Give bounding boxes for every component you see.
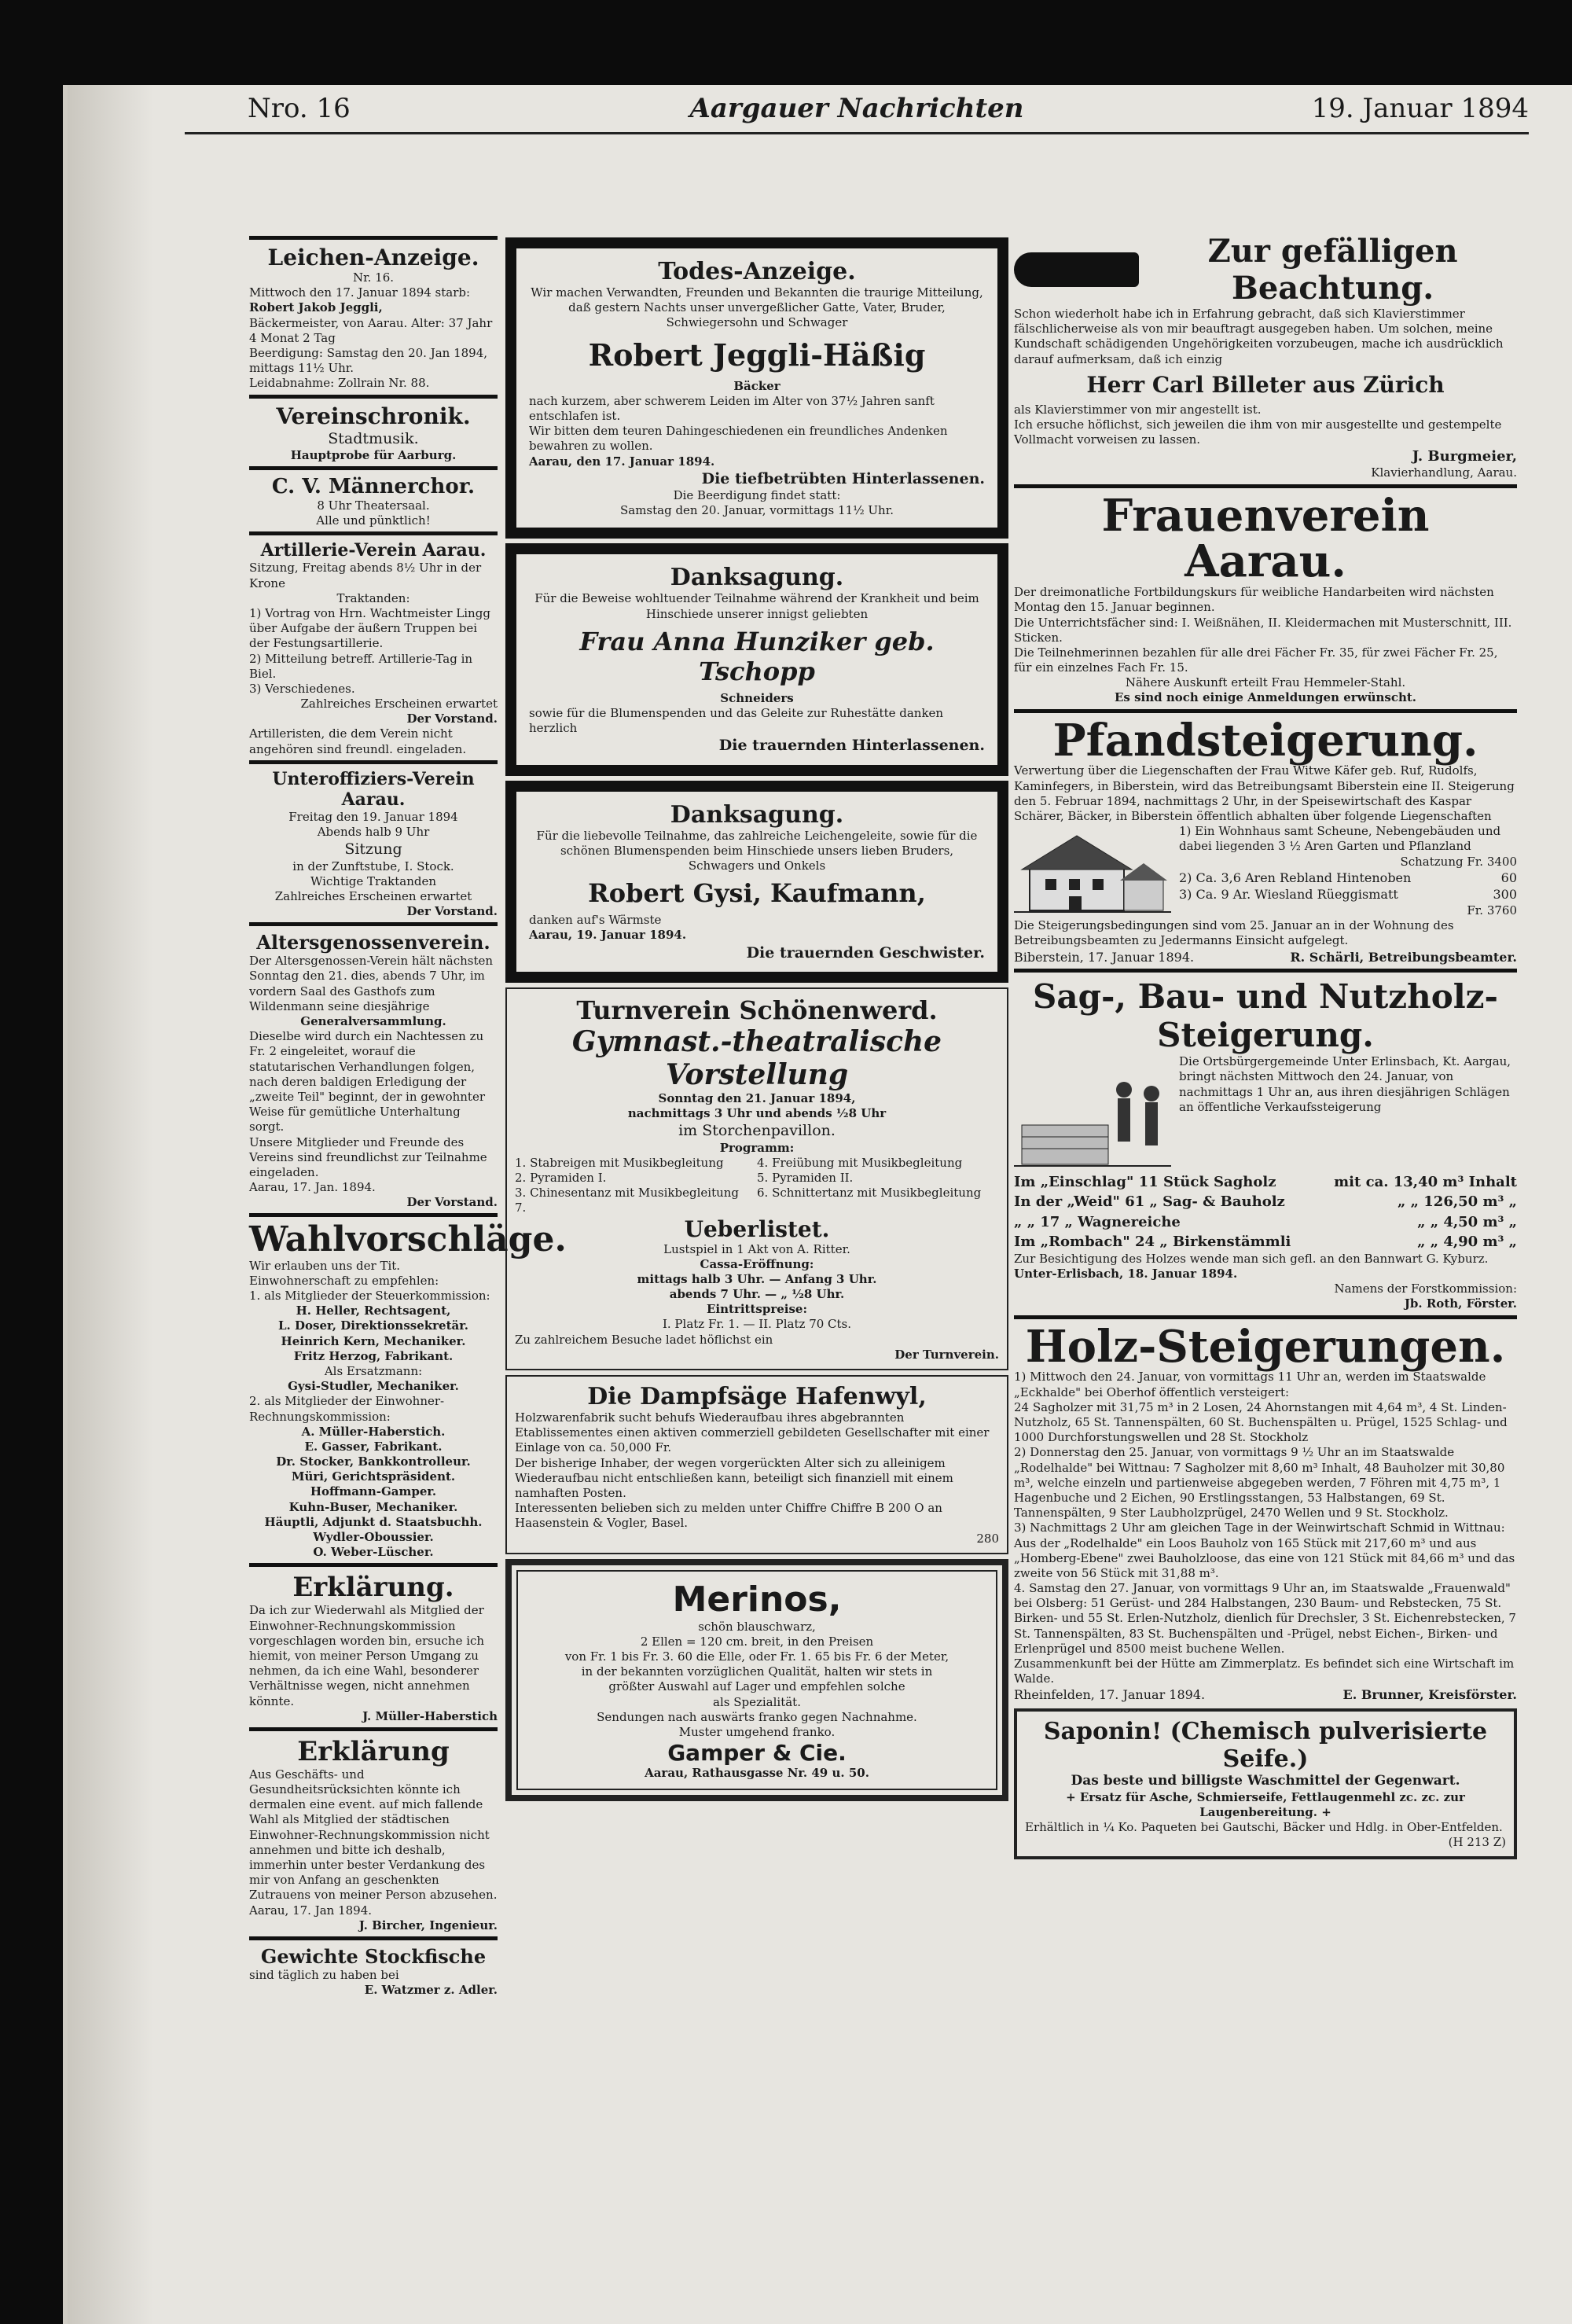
vereinschronik xyxy=(249,403,498,464)
frauen-text: Der dreimonatliche Fortbildungskurs für weibliche Handarbeiten wird nächsten Montag den 15. Januar beginnen. xyxy=(1014,585,1494,615)
holz-place: Rheinfelden, 17. Januar 1894. xyxy=(1014,1687,1206,1703)
wahl-n14: O. Weber-Lüscher. xyxy=(313,1545,434,1560)
wahl-n9: Müri, Gerichtspräsident. xyxy=(291,1469,456,1484)
wahl-n12: Häuptli, Adjunkt d. Staatsbuchh. xyxy=(264,1514,483,1529)
holz-text1b: 24 Sagholzer mit 31,75 m³ in 2 Losen, 24 Ahornstangen mit 4,64 m³, 4 St. Linden-Nutzholz, 65 St. Tannenspälten, 60 St. Buchenspälten u. Prügel, 1525 Schlag- und 1000 Durchforstungswellen und 28 St. Stockholz xyxy=(1014,1399,1508,1445)
wahl-h3: 2. als Mitglieder der Einwohner-Rechnungskommission: xyxy=(249,1394,445,1424)
unteroffiziers-title: Unteroffiziers-Verein Aarau. xyxy=(272,768,475,810)
alters-title: Altersgenossenverein. xyxy=(256,931,490,954)
dank1-text: Für die Beweise wohltuender Teilnahme während der Krankheit und beim Hinschiede unserer innigst geliebten xyxy=(534,591,979,621)
woodcutters-illustration-icon xyxy=(1014,1054,1171,1172)
turn-when: Sonntag den 21. Januar 1894, xyxy=(658,1090,856,1105)
holz-text2: 2) Donnerstag den 25. Januar, von vormittags 9 ½ Uhr an im Staatswalde „Rodelhalde" bei Wittnau: 7 Sagholzer mit 8,60 m³ Inhalt, 48 Bauholzer mit 30,80 m³, welche einzeln und partienweise abgegeben werden, 7 Föhren mit 4,75 m³, 1 Hagenbuche und 2 Eichen, 90 Erstlingsstangen, 53 Halbstangen, 69 St. Tannenspälten, 9 Ster Laubholzprügel, 2470 Wellen und 9 St. Stockholz. xyxy=(1014,1445,1505,1521)
right-column xyxy=(1014,233,1517,1864)
wahl-n6: A. Müller-Haberstich. xyxy=(301,1424,446,1439)
gewichte-l1: sind täglich zu haben bei xyxy=(249,1967,399,1982)
wahlvorschlaege xyxy=(249,1219,567,1560)
sag-row-label: „ „ 17 „ Wagnereiche xyxy=(1014,1213,1181,1230)
pfand-i3v: 300 xyxy=(1493,887,1517,903)
wahl-n7: E. Gasser, Fabrikant. xyxy=(304,1439,443,1454)
artillerie-l1: Sitzung, Freitag abends 8½ Uhr in der Krone xyxy=(249,561,482,590)
erklaerung2-text: Aus Geschäfts- und Gesundheitsrücksichten könnte ich dermalen eine event. auf mich fallende Wahl als Mitglied der städtischen Einwohner-Rechnungskommission nicht annehmen und bitte ich deshalb, immerhin unter bester Verdankung des mir von Anfang an geschenkten Zutrauens von meiner Person abzusehen. xyxy=(249,1767,498,1903)
alters-text2: Dieselbe wird durch ein Nachtessen zu Fr. 2 eingeleitet, worauf die statutarischen Verhandlungen folgen, nach deren baldigen Erledigung der „zweite Teil" beginnt, der in gewohnter Weise für gemütliche Unterhaltung sorgt. xyxy=(249,1029,485,1134)
merinos-l4: größter Auswahl auf Lager und empfehlen solche xyxy=(608,1679,905,1694)
erklaerung1-text: Da ich zur Wiederwahl als Mitglied der Einwohner-Rechnungskommission vorgeschlagen worden bin, ersuche ich hiemit, von meiner Person Umgang zu nehmen, da ich eine Wahl, besonderer Verhältnisse wegen, nicht annehmen könnte. xyxy=(249,1603,485,1708)
pfand-place: Biberstein, 17. Januar 1894. xyxy=(1014,949,1195,965)
sag-title: Sag-, Bau- und Nutzholz-Steigerung. xyxy=(1033,977,1498,1055)
stadtmusik-label: Stadtmusik. xyxy=(328,429,419,447)
turn-k1: mittags halb 3 Uhr. — Anfang 3 Uhr. xyxy=(637,1271,877,1286)
holz-text3: 3) Nachmittags 2 Uhr am gleichen Tage in der Weinwirtschaft Schmid in Wittnau: Aus der „Rodelhalde" ein Loos Bauholz von 165 Stück mit 217,60 m³ und aus „Homberg-Ebene" zwei Bauholzloose, das eine von 121 Stück mit 84,66 m³ und das zweite von 56 Stück mit 31,88 m³. xyxy=(1014,1521,1515,1580)
frauen-text2: Die Unterrichtsfächer sind: I. Weißnähen, II. Kleidermachen mit Musterschnitt, III. Sticken. xyxy=(1014,615,1512,645)
cv-maennerchor xyxy=(249,475,498,528)
newspaper-title: Aargauer Nachrichten xyxy=(689,93,1024,124)
prog-item: 4. Freiübung mit Musikbegleitung xyxy=(757,1155,963,1170)
wahl-n1: H. Heller, Rechtsagent, xyxy=(296,1304,451,1318)
beachtung-sign: J. Burgmeier, xyxy=(1412,448,1517,465)
turn-time: nachmittags 3 Uhr und abends ½8 Uhr xyxy=(627,1106,887,1121)
turnverein-ad xyxy=(505,987,1008,1370)
sag-text2: Zur Besichtigung des Holzes wende man sich gefl. an den Bannwart G. Kyburz. xyxy=(1014,1251,1489,1266)
sag-row-label: In der „Weid" 61 „ Sag- & Bauholz xyxy=(1014,1193,1285,1211)
gewichte-stockfische xyxy=(249,1945,498,1998)
dank2-name: Robert Gysi, Kaufmann, xyxy=(588,878,926,909)
uov-l1: Freitag den 19. Januar 1894 xyxy=(288,809,458,824)
turn-e2: Zu zahlreichem Besuche ladet höflichst ein xyxy=(515,1332,773,1347)
erklaerung-1 xyxy=(249,1572,498,1724)
leichen-text2: Bäckermeister, von Aarau. Alter: 37 Jahr 4 Monat 2 Tag xyxy=(249,315,493,345)
merinos-l1: 2 Ellen = 120 cm. breit, in den Preisen xyxy=(640,1634,874,1649)
sag-sign2: Jb. Roth, Förster. xyxy=(1404,1296,1517,1311)
pfand-i3: 3) Ca. 9 Ar. Wiesland Rüeggismatt xyxy=(1179,887,1398,903)
danksagung-gysi xyxy=(505,781,1008,983)
pfand-total: Fr. 3760 xyxy=(1467,903,1517,917)
hauptprobe-line: Hauptprobe für Aarburg. xyxy=(290,447,457,462)
todes-title: Todes-Anzeige. xyxy=(658,258,856,285)
dampfsaege-ad xyxy=(505,1375,1008,1554)
beachtung-text3: Ich ersuche höflichst, sich jeweilen die ihm von mir ausgestellte und gestempelte Vollmacht vorweisen zu lassen. xyxy=(1014,417,1502,447)
turn-prog: Programm: xyxy=(719,1140,795,1155)
prog-item: 5. Pyramiden II. xyxy=(757,1170,854,1185)
sag-place: Unter-Erlisbach, 18. Januar 1894. xyxy=(1014,1267,1238,1282)
dank1-text2: sowie für die Blumenspenden und das Geleite zur Ruhestätte danken herzlich xyxy=(529,705,944,736)
programme-list xyxy=(515,1156,999,1201)
sag-row-value: mit ca. 13,40 m³ Inhalt xyxy=(1334,1174,1517,1191)
saponin-l3: Erhältlich in ¼ Ko. Paqueten bei Gautschi, Bäcker und Hdlg. in Ober-Entfelden. xyxy=(1025,1820,1503,1835)
artillerie-l7: Der Vorstand. xyxy=(406,712,498,726)
todes-trade: Bäcker xyxy=(733,378,780,393)
todes-place: Aarau, den 17. Januar 1894. xyxy=(529,454,715,469)
dank2-sign: Die trauernden Geschwister. xyxy=(746,943,985,962)
merinos-ad xyxy=(505,1559,1008,1802)
todes-anzeige xyxy=(505,237,1008,539)
saponin-ad xyxy=(1014,1708,1517,1860)
alters-text: Der Altersgenossen-Verein hält nächsten Sonntag den 21. dies, abends 7 Uhr, im vordern Saal des Gasthofs zum Wildenmann seine diesjährige xyxy=(249,954,494,1013)
alters-text3: Unsere Mitglieder und Freunde des Vereins sind freundlichst zur Teilnahme eingeladen. xyxy=(249,1134,487,1179)
artillerie-l4: 2) Mitteilung betreff. Artillerie-Tag in Biel. xyxy=(249,651,473,681)
merinos-l6: Sendungen nach auswärts franko gegen Nachnahme. xyxy=(597,1709,917,1724)
turn-e1: I. Platz Fr. 1. — II. Platz 70 Cts. xyxy=(662,1317,852,1332)
pfand-text2: Die Steigerungsbedingungen sind vom 25. Januar an in der Wohnung des Betreibungsbeamten zu Jedermanns Einsicht aufgelegt. xyxy=(1014,918,1454,948)
todes-text2: Wir bitten dem teuren Dahingeschiedenen ein freundliches Andenken bewahren zu wollen. xyxy=(529,424,948,454)
uov-l7: Der Vorstand. xyxy=(406,904,498,919)
pfand-i2: 2) Ca. 3,6 Aren Rebland Hintenoben xyxy=(1179,870,1412,885)
dank1-sign: Die trauernden Hinterlassenen. xyxy=(718,737,985,755)
erklaerung2-sign: J. Bircher, Ingenieur. xyxy=(358,1918,498,1932)
issue-date: 19. Januar 1894 xyxy=(1311,93,1529,124)
sag-row-value: „ „ 126,50 m³ „ xyxy=(1398,1193,1517,1211)
sag-row-value: „ „ 4,90 m³ „ xyxy=(1417,1233,1517,1250)
gewichte-l2: E. Watzmer z. Adler. xyxy=(364,1983,498,1998)
merinos-sub: schön blauschwarz, xyxy=(698,1619,816,1634)
artillerie-l2: Traktanden: xyxy=(336,590,410,605)
dank1-name: Frau Anna Hunziker geb. Tschopp xyxy=(579,626,935,686)
pfandsteigerung-ad xyxy=(1014,714,1517,966)
leichen-name: Robert Jakob Jeggli, xyxy=(249,300,383,315)
beachtung-sign2: Klavierhandlung, Aarau. xyxy=(1371,465,1517,480)
beachtung-name: Herr Carl Billeter aus Zürich xyxy=(1086,371,1445,398)
sag-bau-nutzholz-ad xyxy=(1014,977,1517,1312)
merinos-l7: Muster umgehend franko. xyxy=(678,1725,836,1739)
frauen-title: Frauenverein Aarau. xyxy=(1101,489,1430,588)
pfand-text: Verwertung über die Liegenschaften der Frau Witwe Käfer geb. Ruf, Rudolfs, Kaminfegers, in Biberstein, wird das Betreibungsamt Biberstein eine II. Steigerung den 5. Februar 1894, nachmittags 2 Uhr, in der Speisewirtschaft des Kaspar Schärer, Bäcker, in Biberstein öffentlich abhalten über folgende Liegenschaften xyxy=(1014,763,1515,823)
dank1-trade: Schneiders xyxy=(720,690,794,705)
holz-text: 1) Mittwoch den 24. Januar, von vormittags 11 Uhr an, werden im Staatswalde „Eckhalde" bei Oberhof öffentlich versteigert: xyxy=(1014,1370,1486,1399)
unteroffiziers-verein xyxy=(249,769,498,919)
wahl-n2: L. Doser, Direktionssekretär. xyxy=(278,1318,468,1333)
wahl-n10: Hoffmann-Gamper. xyxy=(310,1484,437,1499)
uov-l2: Abends halb 9 Uhr xyxy=(317,825,430,839)
leichen-title: Leichen-Anzeige. xyxy=(267,245,479,270)
dank2-text2: danken auf's Wärmste xyxy=(529,913,662,928)
merinos-firm: Gamper & Cie. xyxy=(667,1740,847,1767)
wahl-title: Wahlvorschläge. xyxy=(249,1219,567,1260)
turn-play: Ueberlistet. xyxy=(684,1215,830,1242)
merinos-l3: in der bekannten vorzüglichen Qualität, halten wir stets in xyxy=(581,1664,933,1679)
middle-column xyxy=(505,233,1008,1801)
masthead xyxy=(185,85,1529,134)
todes-intro: Wir machen Verwandten, Freunden und Bekannten die traurige Mitteilung, daß gestern Nachts unser unvergeßlicher Gatte, Vater, Bruder, Schwiegersohn und Schwager xyxy=(531,285,983,330)
frauen-text4: Nähere Auskunft erteilt Frau Hemmeler-Stahl. xyxy=(1125,675,1406,690)
artillerie-l8: Artilleristen, die dem Verein nicht angehören sind freundl. eingeladen. xyxy=(249,726,467,756)
wahl-h1: 1. als Mitglieder der Steuerkommission: xyxy=(249,1289,490,1303)
turn-title2: Gymnast.-theatralische Vorstellung xyxy=(571,1024,942,1091)
dampf-text2: Der bisherige Inhaber, der wegen vorgerückten Alter sich zu alleinigem Wiederaufbau nicht entschließen kann, beteiligt sich finanziell mit einem namhaften Posten. xyxy=(515,1455,953,1500)
alters-gv: Generalversammlung. xyxy=(300,1014,446,1028)
wahl-n3: Heinrich Kern, Mechaniker. xyxy=(281,1333,466,1348)
issue-number: Nro. 16 xyxy=(248,93,351,124)
wahl-n4: Fritz Herzog, Fabrikant. xyxy=(293,1348,454,1363)
uov-l5: Wichtige Traktanden xyxy=(310,873,437,888)
prog-item: 2. Pyramiden I. xyxy=(515,1170,607,1185)
holz-text5: Zusammenkunft bei der Hütte am Zimmerplatz. Es befindet sich eine Wirtschaft im Walde. xyxy=(1014,1657,1515,1686)
prog-item: 1. Stabreigen mit Musikbegleitung xyxy=(515,1155,724,1170)
altersgenossenverein xyxy=(249,931,498,1210)
artillerie-verein xyxy=(249,540,498,756)
saponin-l2: + Ersatz für Asche, Schmierseife, Fettlaugenmehl zc. zc. zur Laugenbereitung. + xyxy=(1066,1789,1465,1819)
erklaerung1-title: Erklärung. xyxy=(292,1572,454,1604)
frauenverein-ad xyxy=(1014,489,1517,706)
prog-item: 7. xyxy=(515,1201,527,1215)
cv-l1: 8 Uhr Theatersaal. xyxy=(317,498,430,513)
wahl-intro: Wir erlauben uns der Tit. Einwohnerschaft zu empfehlen: xyxy=(249,1258,439,1288)
leichen-text1: Mittwoch den 17. Januar 1894 starb: xyxy=(249,285,471,300)
pfand-i1v: Schatzung Fr. 3400 xyxy=(1400,854,1517,869)
beachtung-text2: als Klavierstimmer von mir angestellt ist. xyxy=(1014,402,1262,417)
erklaerung-2 xyxy=(249,1736,498,1933)
wahl-n5: Gysi-Studler, Mechaniker. xyxy=(288,1379,459,1394)
dampf-code: 280 xyxy=(976,1531,999,1546)
beachtung-title: Zur gefälligen Beachtung. xyxy=(1207,233,1458,307)
artillerie-l3: 1) Vortrag von Hrn. Wachtmeister Lingg über Aufgabe der äußern Truppen bei der Festungsartillerie. xyxy=(249,605,490,651)
pfand-title: Pfandsteigerung. xyxy=(1052,714,1478,767)
frauen-text5: Es sind noch einige Anmeldungen erwünscht. xyxy=(1114,690,1417,705)
saponin-code: (H 213 Z) xyxy=(1448,1835,1506,1850)
artillerie-l5: 3) Verschiedenes. xyxy=(249,681,355,696)
turn-where: im Storchenpavillon. xyxy=(678,1122,836,1140)
erklaerung1-sign: J. Müller-Haberstich xyxy=(362,1708,498,1723)
turn-play2: Lustspiel in 1 Akt von A. Ritter. xyxy=(663,1241,850,1256)
gewichte-title: Gewichte Stockfische xyxy=(260,1944,487,1968)
wahl-n11: Kuhn-Buser, Mechaniker. xyxy=(288,1499,458,1514)
pfand-sign: R. Schärli, Betreibungsbeamter. xyxy=(1290,949,1517,965)
alters-sign: Der Vorstand. xyxy=(406,1195,498,1210)
turn-title: Turnverein Schönenwerd. xyxy=(576,995,938,1025)
sag-row-label: Im „Rombach" 24 „ Birkenstämmli xyxy=(1014,1233,1291,1250)
dampf-text: Holzwarenfabrik sucht behufs Wiederaufbau ihres abgebrannten Etablissementes einen aktiven commerziell gebildeten Gesellschafter mit einer Einlage von ca. 50,000 Fr. xyxy=(515,1410,990,1455)
pointing-hand-icon xyxy=(1014,252,1139,287)
holz-text4: 4. Samstag den 27. Januar, von vormittags 9 Uhr an, im Staatswalde „Frauenwald" bei Olsberg: 51 Gerüst- und 284 Halbstangen, 230 Baum- und Rebstecken, 75 St. Birken- und 55 St. Erlen-Nutzholz, dienlich für Drechsler, 3 St. Eichenrebstecken, 7 St. Tannenspälten, 83 St. Buchenspälten und -Prügel, nebst Eichen-, Birken- und Erlenprügel und 8500 meist buchene Wellen. xyxy=(1014,1581,1516,1656)
merinos-title: Merinos, xyxy=(672,1579,842,1620)
pfand-i1: 1) Ein Wohnhaus samt Scheune, Nebengebäuden und dabei liegenden 3 ½ Aren Garten und Pflanzland xyxy=(1179,824,1501,854)
sag-row-value: „ „ 4,50 m³ „ xyxy=(1417,1213,1517,1230)
holz-steigerungen-ad xyxy=(1014,1320,1517,1704)
sag-text: Die Ortsbürgergemeinde Unter Erlinsbach, Kt. Aargau, bringt nächsten Mittwoch den 24. Januar, von nachmittags 1 Uhr an, aus ihren diesjährigen Schlägen an öffentliche Verkaufssteigerung xyxy=(1179,1054,1511,1114)
erklaerung2-place: Aarau, 17. Jan 1894. xyxy=(249,1903,373,1918)
vereinschronik-title: Vereinschronik. xyxy=(276,403,471,429)
wahl-n13: Wydler-Oboussier. xyxy=(313,1530,434,1544)
sag-sign: Namens der Forstkommission: xyxy=(1334,1282,1517,1296)
uov-l3: Sitzung xyxy=(344,840,402,859)
uov-l6: Zahlreiches Erscheinen erwartet xyxy=(274,888,472,903)
wahl-n8: Dr. Stocker, Bankkontrolleur. xyxy=(276,1454,471,1469)
beachtung-ad xyxy=(1014,233,1517,481)
uov-l4: in der Zunftstube, I. Stock. xyxy=(292,859,454,873)
turn-k2: abends 7 Uhr. — „ ½8 Uhr. xyxy=(669,1287,845,1302)
wahl-h2: Als Ersatzmann: xyxy=(324,1363,423,1378)
holz-sign: E. Brunner, Kreisförster. xyxy=(1342,1687,1517,1703)
frauen-text3: Die Teilnehmerinnen bezahlen für alle drei Fächer Fr. 35, für zwei Fächer Fr. 25, für ein einzelnes Fach Fr. 15. xyxy=(1014,645,1498,675)
leichen-anzeige xyxy=(249,245,498,392)
sag-row-label: Im „Einschlag" 11 Stück Sagholz xyxy=(1014,1174,1276,1191)
dank2-text: Für die liebevolle Teilnahme, das zahlreiche Leichengeleite, sowie für die schönen Blumenspenden beim Hinschiede unsers lieben Bruders, Schwagers und Onkels xyxy=(536,828,978,873)
dank2-title: Danksagung. xyxy=(670,800,844,829)
saponin-l1: Das beste und billigste Waschmittel der Gegenwart. xyxy=(1071,1772,1460,1789)
todes-name: Robert Jeggli-Häßig xyxy=(588,336,926,373)
dampf-title: Die Dampfsäge Hafenwyl, xyxy=(587,1383,927,1410)
cv-title: C. V. Männerchor. xyxy=(271,475,476,498)
beachtung-text: Schon wiederholt habe ich in Erfahrung gebracht, daß sich Klavierstimmer fälschlicherweise als von mir beauftragt ausgegeben haben. Um solchen, meine Kundschaft schädigenden Ungehörigkeiten vorzubeugen, mache ich ausdrücklich darauf aufmerksam, daß ich einzig xyxy=(1014,307,1504,366)
prog-item: 3. Chinesentanz mit Musikbegleitung xyxy=(515,1186,740,1201)
merinos-l2: von Fr. 1 bis Fr. 3. 60 die Elle, oder Fr. 1. 65 bis Fr. 6 der Meter, xyxy=(564,1649,949,1664)
saponin-title: Saponin! (Chemisch pulverisierte Seife.) xyxy=(1043,1717,1488,1773)
cv-l2: Alle und pünktlich! xyxy=(316,513,431,528)
erklaerung2-title: Erklärung xyxy=(297,1735,450,1767)
leichen-nr: Nr. 16. xyxy=(352,270,395,285)
danksagung-hunziker xyxy=(505,543,1008,775)
alters-place: Aarau, 17. Jan. 1894. xyxy=(249,1180,376,1195)
todes-burial2: Samstag den 20. Januar, vormittags 11½ Uhr. xyxy=(619,503,894,518)
dampf-text3: Interessenten belieben sich zu melden unter Chiffre Chiffre B 200 O an Haasenstein & Vogler, Basel. xyxy=(515,1501,942,1531)
leichen-text4: Leidabnahme: Zollrain Nr. 88. xyxy=(249,376,430,391)
todes-burial1: Die Beerdigung findet statt: xyxy=(673,488,841,502)
todes-text: nach kurzem, aber schwerem Leiden im Alter von 37½ Jahren sanft entschlafen ist. xyxy=(529,393,935,423)
todes-sign: Die tiefbetrübten Hinterlassenen. xyxy=(701,469,985,487)
house-illustration-icon xyxy=(1014,824,1171,918)
merinos-l5: als Spezialität. xyxy=(713,1694,801,1709)
turn-kassa: Cassa-Eröffnung: xyxy=(700,1256,814,1271)
dank2-place: Aarau, 19. Januar 1894. xyxy=(529,928,687,943)
leichen-text3: Beerdigung: Samstag den 20. Jan 1894, mittags 11½ Uhr. xyxy=(249,345,488,376)
pfand-i2v: 60 xyxy=(1500,870,1517,885)
holz-title: Holz-Steigerungen. xyxy=(1025,1320,1506,1373)
dank1-title: Danksagung. xyxy=(670,564,844,592)
merinos-addr: Aarau, Rathausgasse Nr. 49 u. 50. xyxy=(645,1766,869,1781)
prog-item: 6. Schnittertanz mit Musikbegleitung xyxy=(757,1186,982,1201)
turn-sign: Der Turnverein. xyxy=(894,1347,999,1362)
turn-eintritt: Eintrittspreise: xyxy=(706,1302,808,1317)
artillerie-title: Artillerie-Verein Aarau. xyxy=(260,540,487,561)
artillerie-l6: Zahlreiches Erscheinen erwartet xyxy=(300,697,498,712)
